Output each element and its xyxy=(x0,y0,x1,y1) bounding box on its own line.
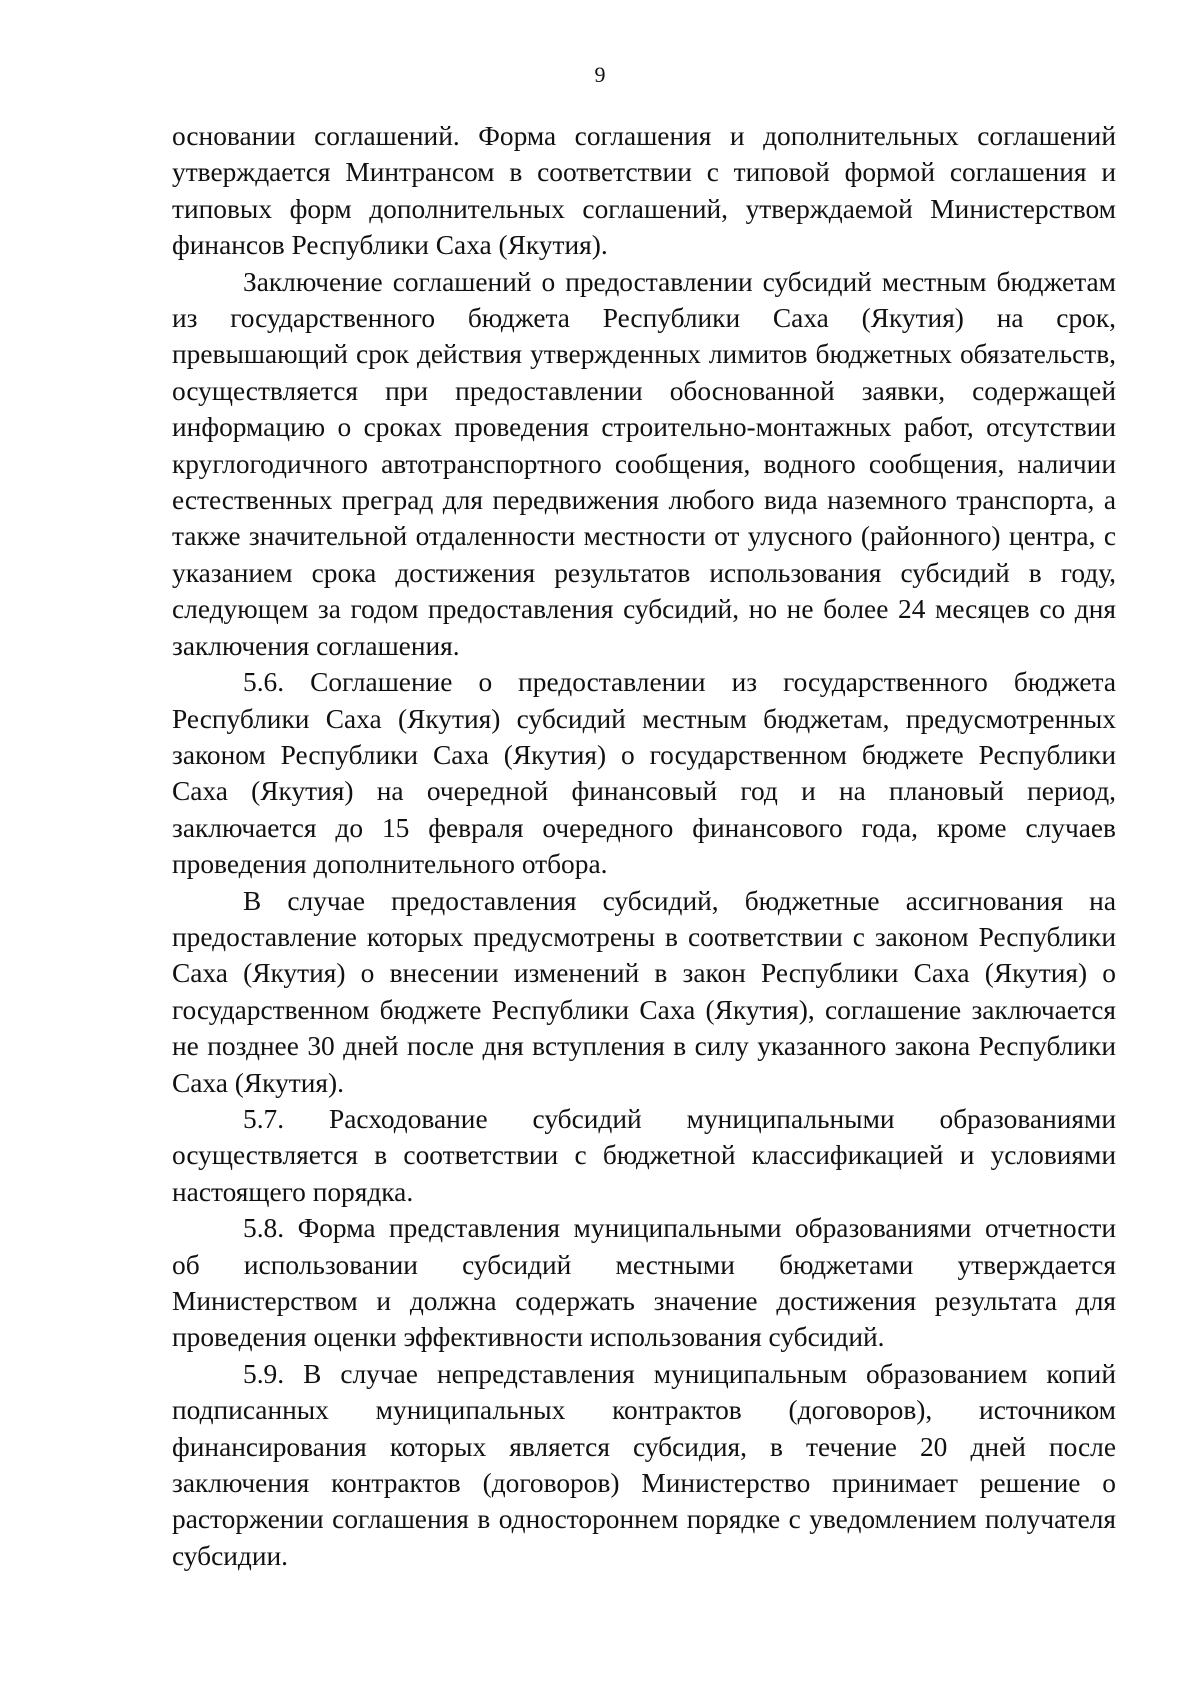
paragraph-5-8: 5.8. Форма представления муниципальными образованиями отчетности об использовании субсидий местными бюджетами утверждается Министерством и должна содержать значение достижения результата для проведения оценки эффективности использования субсидий. xyxy=(172,1213,1116,1353)
page-number: 9 xyxy=(594,62,606,87)
paragraph-budget-amendment: В случае предоставления субсидий, бюджетные ассигнования на предоставление которых предусмотрены в соответствии с законом Республики Саха (Якутия) о внесении изменений в закон Республики Саха (Якутия) о государственном бюджете Республики Саха (Якутия), соглашение заключается не позднее 30 дней после дня вступления в силу указанного закона Республики Саха (Якутия). xyxy=(172,885,1116,1098)
document-body xyxy=(172,118,1116,1574)
paragraph-continuation: основании соглашений. Форма соглашения и дополнительных соглашений утверждается Минтрансом в соответствии с типовой формой соглашения и типовых форм дополнительных соглашений, утверждаемой Министерством финансов Республики Саха (Якутия). xyxy=(172,121,1116,261)
paragraph-agreement-term: Заключение соглашений о предоставлении субсидий местным бюджетам из государственного бюджета Республики Саха (Якутия) на срок, превышающий срок действия утвержденных лимитов бюджетных обязательств, осуществляется при предоставлении обоснованной заявки, содержащей информацию о сроках проведения строительно-монтажных работ, отсутствии круглогодичного автотранспортного сообщения, водного сообщения, наличии естественных преград для передвижения любого вида наземного транспорта, а также значительной отдаленности местности от улусного (районного) центра, с указанием срока достижения результатов использования субсидий в году, следующем за годом предоставления субсидий, но не более 24 месяцев со дня заключения соглашения. xyxy=(172,266,1116,661)
paragraph-5-6: 5.6. Соглашение о предоставлении из государственного бюджета Республики Саха (Якутия) субсидий местным бюджетам, предусмотренных законом Республики Саха (Якутия) о государственном бюджете Республики Саха (Якутия) на очередной финансовый год и на плановый период, заключается до 15 февраля очередного финансового года, кроме случаев проведения дополнительного отбора. xyxy=(172,667,1116,880)
paragraph-5-9: 5.9. В случае непредставления муниципальным образованием копий подписанных муниципальных контрактов (договоров), источником финансирования которых является субсидия, в течение 20 дней после заключения контрактов (договоров) Министерство принимает решение о расторжении соглашения в одностороннем порядке с уведомлением получателя субсидии. xyxy=(172,1358,1116,1571)
paragraph-5-7: 5.7. Расходование субсидий муниципальными образованиями осуществляется в соответствии с бюджетной классификацией и условиями настоящего порядка. xyxy=(172,1103,1116,1207)
